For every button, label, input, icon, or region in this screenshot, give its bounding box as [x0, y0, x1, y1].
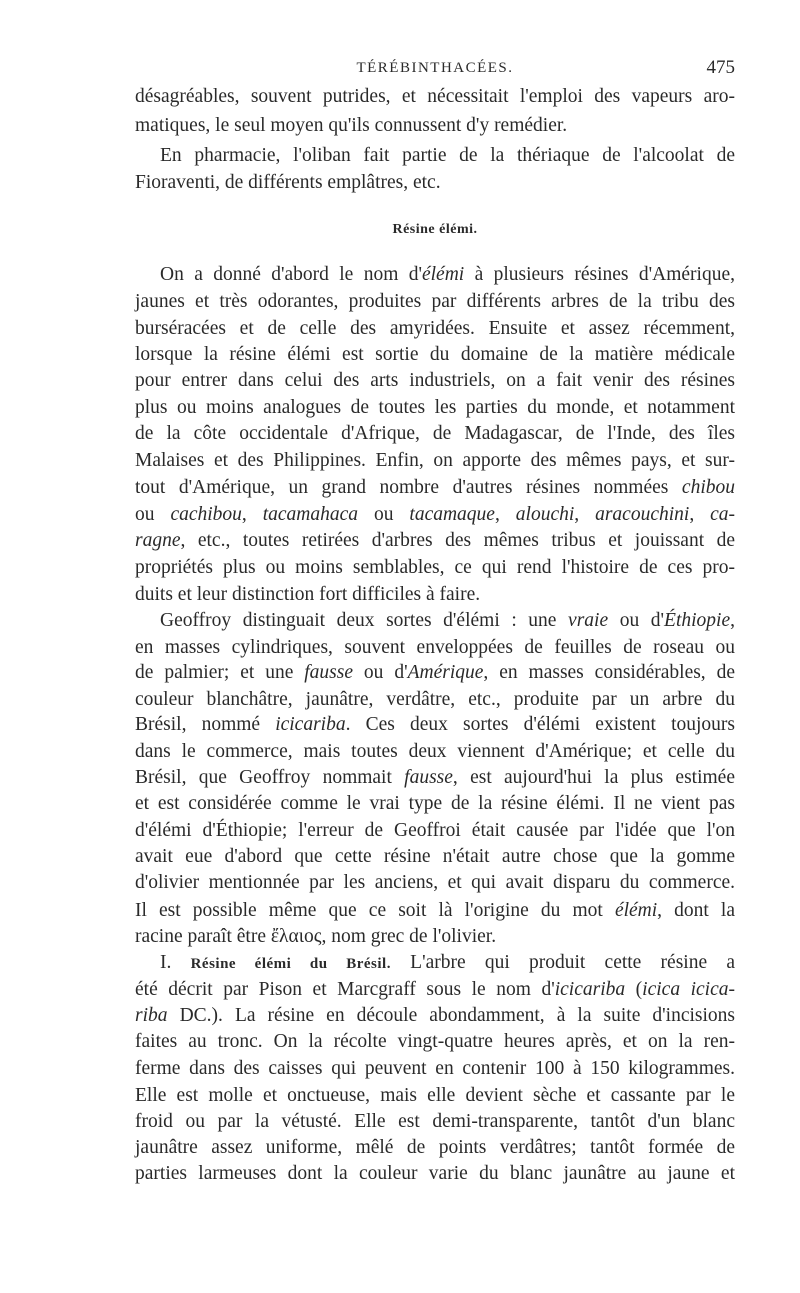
text-line: [135, 477, 735, 499]
text-line: [135, 793, 735, 815]
text-run: , etc., toutes retirées d'arbres des mêmes tribus et jouissant de: [180, 530, 735, 551]
text-run: de la côte occidentale d'Afrique, de Madagascar, de l'Inde, des îles: [135, 423, 735, 444]
text-line: [135, 741, 735, 763]
text-line: [135, 637, 735, 659]
italic-term: icica icica-: [642, 979, 736, 1000]
text-line: [135, 530, 735, 552]
text-run: ou: [358, 504, 410, 525]
text-run: , dont la: [657, 900, 735, 921]
text-run: jaunâtre assez uniforme, mêlé de points verdâtres; tantôt formée de: [135, 1137, 735, 1158]
text-run: et est considérée comme le vrai type de la résine élémi. Il ne vient pas: [135, 793, 735, 814]
text-line: [160, 610, 735, 632]
text-run: (: [625, 979, 643, 1000]
text-line: [135, 926, 735, 948]
text-run: pour entrer dans celui des arts industriels, on a fait venir des résines: [135, 370, 735, 391]
text-line: [135, 423, 735, 445]
text-run: ou d': [608, 610, 665, 631]
section-heading: Résine élémi.: [392, 222, 478, 237]
text-run: L'arbre qui produit cette résine a: [390, 952, 735, 973]
italic-term: aracouchini: [595, 504, 690, 525]
text-run: duits et leur distinction fort difficiles à faire.: [135, 584, 481, 605]
italic-term: fausse: [404, 767, 453, 788]
text-line: [135, 714, 735, 736]
text-line: [160, 145, 735, 167]
text-line: [135, 979, 735, 1001]
text-run: dans le commerce, mais toutes deux viennent d'Amérique; et celle du: [135, 741, 735, 762]
text-run: couleur blanchâtre, jaunâtre, verdâtre, etc., produite par un arbre du: [135, 689, 735, 710]
italic-term: tacamaque: [409, 504, 495, 525]
italic-term: cachibou: [170, 504, 242, 525]
text-line: [135, 584, 735, 606]
italic-term: élémi: [421, 264, 465, 285]
italic-term: ragne: [135, 530, 181, 551]
text-run: en masses cylindriques, souvent enveloppées de feuilles de roseau ou: [135, 637, 735, 658]
text-run: parties larmeuses dont la couleur varie du blanc jaunâtre au jaune et: [135, 1163, 735, 1184]
italic-term: alouchi: [515, 504, 575, 525]
text-run: faites au tronc. On la récolte vingt-quatre heures après, et on la ren-: [135, 1031, 735, 1052]
text-run: Fioraventi, de différents emplâtres, etc.: [135, 172, 441, 193]
text-line: [135, 557, 735, 579]
text-line: [135, 1058, 735, 1080]
text-run: Elle est molle et onctueuse, mais elle devient sèche et cassante par le: [135, 1085, 735, 1106]
text-run: ou d': [353, 662, 408, 683]
text-run: ou: [135, 504, 171, 525]
text-run: ,: [494, 504, 516, 525]
text-line: [135, 689, 735, 711]
text-run: ,: [730, 610, 735, 631]
text-run: d'élémi d'Éthiopie; l'erreur de Geoffroi était causée par l'idée que l'on: [135, 820, 735, 841]
text-line: [135, 318, 735, 340]
text-line: [135, 900, 735, 922]
text-line: [135, 1031, 735, 1053]
text-run: racine paraît être ἔλαιος, nom grec de l'olivier.: [135, 926, 497, 947]
text-run: été décrit par Pison et Marcgraff sous le nom d': [135, 979, 555, 1000]
italic-term: chibou: [681, 477, 735, 498]
text-line: [135, 115, 735, 137]
text-line: [135, 86, 735, 108]
text-line: [135, 820, 735, 842]
italic-term: tacamahaca: [262, 504, 359, 525]
running-header: [135, 57, 735, 86]
text-line: [160, 264, 735, 286]
text-run: , en masses considérables, de: [483, 662, 736, 683]
text-line: [135, 1111, 735, 1133]
text-run: désagréables, souvent putrides, et nécessitait l'emploi des vapeurs aro-: [135, 86, 735, 107]
text-line: [135, 397, 735, 419]
text-run: tout d'Amérique, un grand nombre d'autres résines nommées: [135, 477, 682, 498]
text-line: [135, 872, 735, 894]
text-run: lorsque la résine élémi est sortie du domaine de la matière médicale: [135, 344, 735, 365]
text-run: ,: [241, 504, 263, 525]
text-line: [135, 1163, 735, 1185]
text-run: Geoffroy distinguait deux sortes d'élémi : une: [160, 610, 569, 631]
italic-term: icicariba: [554, 979, 626, 1000]
text-run: à plusieurs résines d'Amérique,: [464, 264, 735, 285]
text-run: Brésil, que Geoffroy nommait: [135, 767, 405, 788]
text-run: DC.). La résine en découle abondamment, à la suite d'incisions: [167, 1005, 735, 1026]
text-run: Il est possible même que ce soit là l'origine du mot: [135, 900, 615, 921]
italic-term: Éthiopie: [664, 610, 731, 631]
text-run: Malaises et des Philippines. Enfin, on apporte des mêmes pays, et sur-: [135, 450, 735, 471]
text-run: jaunes et très odorantes, produites par différents arbres de la tribu des: [135, 291, 735, 312]
italic-term: icicariba: [275, 714, 346, 735]
text-line: [135, 504, 735, 526]
italic-term: vraie: [568, 610, 609, 631]
italic-term: riba: [135, 1005, 168, 1026]
text-run: I.: [160, 952, 191, 973]
text-run: On a donné d'abord le nom d': [160, 264, 422, 285]
text-run: ferme dans des caisses qui peuvent en contenir 100 à 150 kilogrammes.: [135, 1058, 735, 1079]
italic-term: Amérique: [407, 662, 484, 683]
subsection-title: Résine élémi du Brésil.: [190, 956, 391, 972]
text-run: d'olivier mentionnée par les anciens, et qui avait disparu du commerce.: [135, 872, 735, 893]
italic-term: élémi: [614, 900, 658, 921]
text-run: Brésil, nommé: [135, 714, 276, 735]
text-line: [135, 846, 735, 868]
text-line: [135, 344, 735, 366]
text-run: burséracées et de celle des amyridées. Ensuite et assez récemment,: [135, 318, 735, 339]
text-line: [135, 370, 735, 392]
text-run: ,: [574, 504, 596, 525]
text-line: [135, 291, 735, 313]
text-run: En pharmacie, l'oliban fait partie de la thériaque de l'alcoolat de: [160, 145, 735, 166]
text-run: plus ou moins analogues de toutes les parties du monde, et notamment: [135, 397, 735, 418]
text-run: . Ces deux sortes d'élémi existent toujours: [345, 714, 735, 735]
text-run: de palmier; et une: [135, 662, 305, 683]
text-line: [135, 450, 735, 472]
text-run: , est aujourd'hui la plus estimée: [452, 767, 735, 788]
text-run: froid ou par la vétusté. Elle est demi-transparente, tantôt d'un blanc: [135, 1111, 735, 1132]
text-run: matiques, le seul moyen qu'ils connussent d'y remédier.: [135, 115, 568, 136]
text-line: [135, 767, 735, 789]
text-line: [135, 1085, 735, 1107]
text-run: ,: [689, 504, 711, 525]
italic-term: fausse: [304, 662, 354, 683]
text-line: [135, 1137, 735, 1159]
text-run: propriétés plus ou moins semblables, ce qui rend l'histoire de ces pro-: [135, 557, 735, 578]
italic-term: ca-: [710, 504, 736, 525]
text-line: [135, 1005, 735, 1027]
text-line: [160, 952, 735, 974]
text-line: [135, 172, 735, 194]
page-number: 475: [706, 57, 735, 78]
text-run: avait eue d'abord que cette résine n'était autre chose que la gomme: [135, 846, 735, 867]
text-line: [135, 662, 735, 684]
running-title: TÉRÉBINTHACÉES.: [356, 60, 514, 76]
